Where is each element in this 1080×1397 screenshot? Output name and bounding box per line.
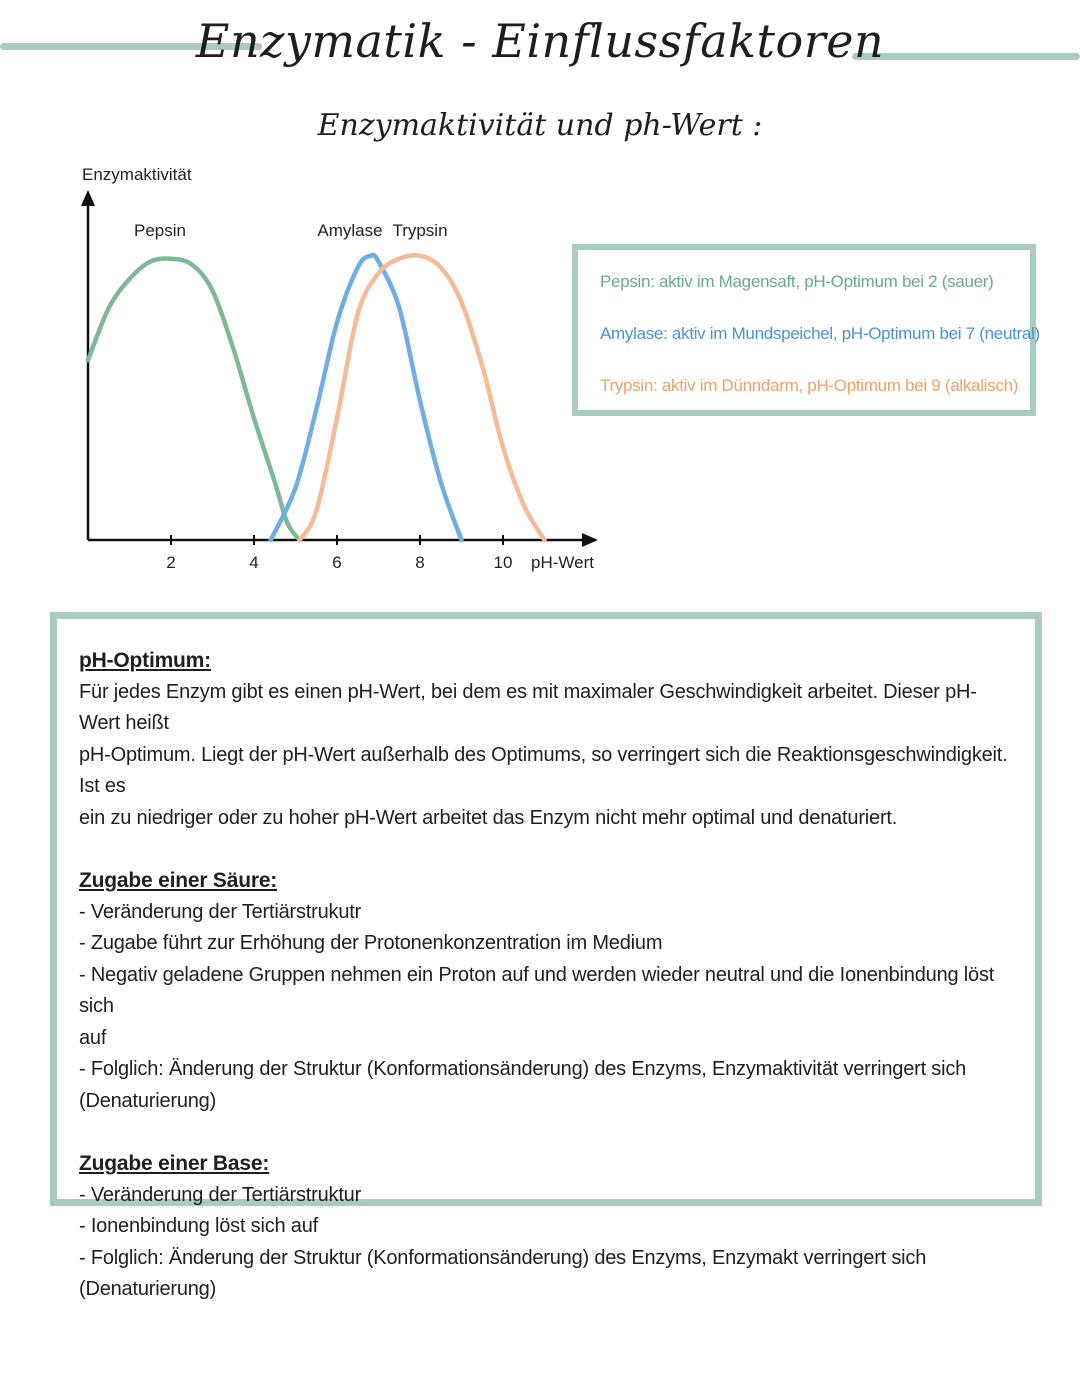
series-label-pepsin: Pepsin (134, 221, 186, 240)
series-label-trypsin: Trypsin (392, 221, 448, 240)
acid-line: - Zugabe führt zur Erhöhung der Protonenkonzentration im Medium (79, 932, 663, 954)
info-content (79, 645, 1015, 1306)
legend-trypsin: Trypsin: aktiv im Dünndarm, pH-Optimum bei 9 (alkalisch) (600, 376, 1019, 395)
optimum-line: pH-Optimum. Liegt der pH-Wert außerhalb des Optimums, so verringert sich die Reaktionsgeschwindigkeit. Ist es (79, 743, 1008, 797)
chart-labels (82, 165, 594, 572)
x-tick-label: 4 (249, 553, 259, 572)
optimum-line: Für jedes Enzym gibt es einen pH-Wert, bei dem es mit maximaler Geschwindigkeit arbeitet. Dieser pH-Wert heißt (79, 680, 977, 734)
series-line-pepsin (88, 258, 300, 540)
acid-line: - Negativ geladene Gruppen nehmen ein Proton auf und werden wieder neutral und die Ionenbindung löst sich (79, 963, 995, 1017)
base-line: - Veränderung der Tertiärstruktur (79, 1183, 362, 1206)
page-title: Enzymatik - Einflussfaktoren (195, 14, 885, 68)
legend-pepsin: Pepsin: aktiv im Magensaft, pH-Optimum bei 2 (sauer) (600, 272, 994, 291)
chart-series (88, 255, 545, 540)
spacer (79, 1117, 1015, 1148)
acid-line: (Denaturierung) (79, 1089, 217, 1112)
acid-line: auf (79, 1026, 107, 1049)
optimum-line: ein zu niedriger oder zu hoher pH-Wert arbeitet das Enzym nicht mehr optimal und denaturiert. (79, 806, 898, 829)
x-tick-label: 8 (415, 553, 425, 572)
x-tick-label: 2 (166, 553, 176, 572)
acid-line: - Veränderung der Tertiärstrukutr (79, 900, 362, 923)
spacer (79, 834, 1015, 865)
info-box (50, 612, 1042, 1300)
page-subtitle: Enzymaktivität und ph-Wert : (317, 108, 763, 143)
acid-line: - Folglich: Änderung der Struktur (Konformationsänderung) des Enzyms, Enzymaktivität verringert sich (79, 1058, 967, 1080)
series-line-trypsin (300, 255, 545, 540)
x-tick-label: 10 (493, 553, 513, 572)
series-line-amylase (271, 255, 462, 540)
heading-acid: Zugabe einer Säure: (79, 869, 278, 892)
legend-amylase: Amylase: aktiv im Mundspeichel, pH-Optimum bei 7 (neutral) (600, 324, 1040, 343)
base-line: - Folglich: Änderung der Struktur (Konformationsänderung) des Enzyms, Enzymakt verringert sich (Denaturierung) (79, 1246, 927, 1300)
ph-activity-chart (0, 150, 640, 590)
heading-ph-optimum: pH-Optimum: (79, 649, 211, 672)
x-axis-label: pH-Wert (531, 553, 594, 572)
heading-base: Zugabe einer Base: (79, 1152, 270, 1175)
x-tick-label: 6 (332, 553, 342, 572)
series-label-amylase: Amylase (317, 221, 383, 240)
x-axis-arrow (582, 533, 598, 547)
base-line: - Ionenbindung löst sich auf (79, 1215, 319, 1237)
y-axis-label: Enzymaktivität (82, 165, 192, 184)
enzyme-legend-box (572, 244, 1040, 416)
y-axis-arrow (81, 190, 95, 206)
